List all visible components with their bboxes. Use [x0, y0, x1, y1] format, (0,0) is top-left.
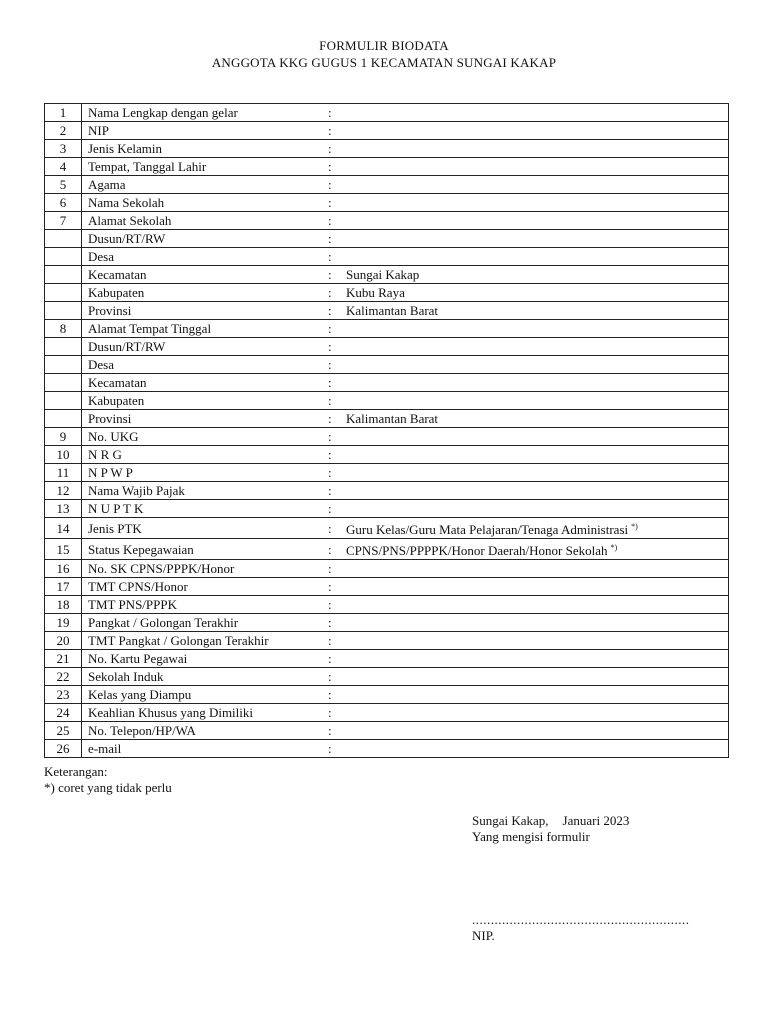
table-row — [45, 302, 729, 320]
row-label: Provinsi — [82, 410, 329, 428]
row-value[interactable] — [342, 668, 729, 686]
row-label: Nama Lengkap dengan gelar — [82, 104, 329, 122]
row-value[interactable] — [342, 158, 729, 176]
row-number — [45, 302, 82, 320]
row-value[interactable] — [342, 722, 729, 740]
row-value[interactable] — [342, 560, 729, 578]
row-value[interactable] — [342, 302, 729, 320]
row-label: Agama — [82, 176, 329, 194]
row-number: 12 — [45, 482, 82, 500]
table-row — [45, 560, 729, 578]
row-value[interactable] — [342, 686, 729, 704]
row-label: Jenis Kelamin — [82, 140, 329, 158]
row-value-text: Kubu Raya — [346, 285, 405, 300]
row-number: 17 — [45, 578, 82, 596]
row-value[interactable] — [342, 194, 729, 212]
row-value[interactable] — [342, 539, 729, 560]
table-row — [45, 374, 729, 392]
row-label: Kabupaten — [82, 284, 329, 302]
row-label: Sekolah Induk — [82, 668, 329, 686]
table-row — [45, 518, 729, 539]
row-colon: : — [328, 122, 342, 140]
table-row — [45, 248, 729, 266]
row-number — [45, 266, 82, 284]
row-colon: : — [328, 500, 342, 518]
table-row — [45, 428, 729, 446]
table-row — [45, 650, 729, 668]
form-title: FORMULIR BIODATA — [319, 38, 449, 53]
row-colon: : — [328, 302, 342, 320]
row-colon: : — [328, 704, 342, 722]
row-label: TMT CPNS/Honor — [82, 578, 329, 596]
row-number: 25 — [45, 722, 82, 740]
table-row — [45, 596, 729, 614]
row-colon: : — [328, 140, 342, 158]
table-row — [45, 614, 729, 632]
row-value[interactable] — [342, 632, 729, 650]
row-label: Kelas yang Diampu — [82, 686, 329, 704]
row-label: Provinsi — [82, 302, 329, 320]
row-value[interactable] — [342, 140, 729, 158]
row-label: No. UKG — [82, 428, 329, 446]
row-label: e-mail — [82, 740, 329, 758]
table-row — [45, 338, 729, 356]
footnote-mark: *) — [610, 543, 618, 552]
row-value[interactable] — [342, 284, 729, 302]
table-row — [45, 500, 729, 518]
row-colon: : — [328, 632, 342, 650]
row-value[interactable] — [342, 212, 729, 230]
table-row — [45, 668, 729, 686]
table-row — [45, 266, 729, 284]
row-value[interactable] — [342, 338, 729, 356]
table-row — [45, 686, 729, 704]
row-label: Alamat Sekolah — [82, 212, 329, 230]
row-label: Status Kepegawaian — [82, 539, 329, 560]
signature-line: .......................................................... — [472, 912, 690, 927]
row-number — [45, 230, 82, 248]
row-colon: : — [328, 284, 342, 302]
row-colon: : — [328, 266, 342, 284]
table-row — [45, 446, 729, 464]
row-colon: : — [328, 374, 342, 392]
table-row — [45, 104, 729, 122]
row-value[interactable] — [342, 410, 729, 428]
row-label: NIP — [82, 122, 329, 140]
signature-nip: NIP. — [472, 928, 495, 943]
table-row — [45, 212, 729, 230]
row-number: 22 — [45, 668, 82, 686]
row-colon: : — [328, 518, 342, 539]
row-number: 13 — [45, 500, 82, 518]
row-value[interactable] — [342, 500, 729, 518]
row-colon: : — [328, 740, 342, 758]
row-value[interactable] — [342, 230, 729, 248]
row-number: 21 — [45, 650, 82, 668]
row-value[interactable] — [342, 596, 729, 614]
row-label: N P W P — [82, 464, 329, 482]
table-row — [45, 464, 729, 482]
row-value[interactable] — [342, 518, 729, 539]
row-value[interactable] — [342, 740, 729, 758]
row-colon: : — [328, 320, 342, 338]
row-number — [45, 392, 82, 410]
row-colon: : — [328, 614, 342, 632]
row-label: Kecamatan — [82, 374, 329, 392]
signature-date: Januari 2023 — [562, 813, 630, 828]
row-colon: : — [328, 212, 342, 230]
footnote-mark: *) — [631, 522, 638, 531]
table-row — [45, 230, 729, 248]
row-value[interactable] — [342, 446, 729, 464]
row-label: Kabupaten — [82, 392, 329, 410]
row-colon: : — [328, 539, 342, 560]
row-colon: : — [328, 104, 342, 122]
row-number: 16 — [45, 560, 82, 578]
row-number: 11 — [45, 464, 82, 482]
row-number: 7 — [45, 212, 82, 230]
row-label: Dusun/RT/RW — [82, 230, 329, 248]
table-row — [45, 392, 729, 410]
row-label: Tempat, Tanggal Lahir — [82, 158, 329, 176]
table-row — [45, 176, 729, 194]
row-label: Kecamatan — [82, 266, 329, 284]
row-colon: : — [328, 668, 342, 686]
row-colon: : — [328, 176, 342, 194]
row-value-text: Sungai Kakap — [346, 267, 420, 282]
row-colon: : — [328, 410, 342, 428]
row-label: TMT Pangkat / Golongan Terakhir — [82, 632, 329, 650]
table-row — [45, 320, 729, 338]
notes-text: *) coret yang tidak perlu — [44, 780, 172, 795]
row-number — [45, 356, 82, 374]
row-value-text: Kalimantan Barat — [346, 303, 439, 318]
signature-role: Yang mengisi formulir — [472, 829, 590, 844]
row-label: Jenis PTK — [82, 518, 329, 539]
table-row — [45, 704, 729, 722]
row-number: 6 — [45, 194, 82, 212]
row-colon: : — [328, 446, 342, 464]
row-number: 8 — [45, 320, 82, 338]
row-label: Nama Wajib Pajak — [82, 482, 329, 500]
table-row — [45, 284, 729, 302]
row-colon: : — [328, 230, 342, 248]
row-colon: : — [328, 650, 342, 668]
row-number: 24 — [45, 704, 82, 722]
notes-heading: Keterangan: — [44, 764, 108, 779]
form-subtitle: ANGGOTA KKG GUGUS 1 KECAMATAN SUNGAI KAKAP — [211, 55, 557, 70]
row-value[interactable] — [342, 320, 729, 338]
row-colon: : — [328, 194, 342, 212]
row-value[interactable] — [342, 428, 729, 446]
row-number — [45, 248, 82, 266]
table-row — [45, 740, 729, 758]
row-value[interactable] — [342, 614, 729, 632]
signature-place-date — [472, 813, 629, 829]
row-colon: : — [328, 578, 342, 596]
row-value[interactable] — [342, 176, 729, 194]
row-number — [45, 374, 82, 392]
row-value[interactable] — [342, 650, 729, 668]
row-colon: : — [328, 338, 342, 356]
row-number: 3 — [45, 140, 82, 158]
row-colon: : — [328, 464, 342, 482]
row-number: 26 — [45, 740, 82, 758]
row-number — [45, 410, 82, 428]
row-number: 14 — [45, 518, 82, 539]
row-value[interactable] — [342, 104, 729, 122]
row-label: N R G — [82, 446, 329, 464]
row-colon: : — [328, 722, 342, 740]
row-value[interactable] — [342, 122, 729, 140]
row-value[interactable] — [342, 578, 729, 596]
row-colon: : — [328, 482, 342, 500]
row-number: 5 — [45, 176, 82, 194]
row-number: 9 — [45, 428, 82, 446]
row-label: No. Telepon/HP/WA — [82, 722, 329, 740]
row-value[interactable] — [342, 392, 729, 410]
row-value-text: CPNS/PNS/PPPPK/Honor Daerah/Honor Sekolah — [346, 543, 608, 558]
row-number: 4 — [45, 158, 82, 176]
signature-place: Sungai Kakap, — [472, 813, 549, 828]
table-row — [45, 482, 729, 500]
row-value[interactable] — [342, 266, 729, 284]
row-label: Desa — [82, 356, 329, 374]
row-label: Keahlian Khusus yang Dimiliki — [82, 704, 329, 722]
row-value[interactable] — [342, 248, 729, 266]
row-colon: : — [328, 560, 342, 578]
row-number: 2 — [45, 122, 82, 140]
biodata-table — [44, 103, 729, 758]
row-colon: : — [328, 158, 342, 176]
table-row — [45, 194, 729, 212]
row-number — [45, 338, 82, 356]
table-row — [45, 410, 729, 428]
row-label: Desa — [82, 248, 329, 266]
row-number: 18 — [45, 596, 82, 614]
row-value[interactable] — [342, 704, 729, 722]
table-row — [45, 356, 729, 374]
row-value[interactable] — [342, 464, 729, 482]
row-number — [45, 284, 82, 302]
row-label: N U P T K — [82, 500, 329, 518]
table-row — [45, 632, 729, 650]
row-colon: : — [328, 428, 342, 446]
row-label: No. SK CPNS/PPPK/Honor — [82, 560, 329, 578]
row-colon: : — [328, 248, 342, 266]
row-colon: : — [328, 392, 342, 410]
row-value[interactable] — [342, 356, 729, 374]
row-value[interactable] — [342, 374, 729, 392]
row-label: Dusun/RT/RW — [82, 338, 329, 356]
row-number: 20 — [45, 632, 82, 650]
row-label: Nama Sekolah — [82, 194, 329, 212]
table-row — [45, 722, 729, 740]
row-label: No. Kartu Pegawai — [82, 650, 329, 668]
row-number: 15 — [45, 539, 82, 560]
row-colon: : — [328, 356, 342, 374]
table-row — [45, 539, 729, 560]
table-row — [45, 140, 729, 158]
row-number: 1 — [45, 104, 82, 122]
row-number: 23 — [45, 686, 82, 704]
row-value-text: Kalimantan Barat — [346, 411, 439, 426]
table-row — [45, 122, 729, 140]
row-number: 10 — [45, 446, 82, 464]
row-colon: : — [328, 596, 342, 614]
table-row — [45, 578, 729, 596]
row-value[interactable] — [342, 482, 729, 500]
row-label: Pangkat / Golongan Terakhir — [82, 614, 329, 632]
row-number: 19 — [45, 614, 82, 632]
table-row — [45, 158, 729, 176]
row-value-text: Guru Kelas/Guru Mata Pelajaran/Tenaga Administrasi — [346, 522, 629, 537]
row-label: TMT PNS/PPPK — [82, 596, 329, 614]
biodata-table-body — [45, 104, 729, 758]
row-label: Alamat Tempat Tinggal — [82, 320, 329, 338]
row-colon: : — [328, 686, 342, 704]
